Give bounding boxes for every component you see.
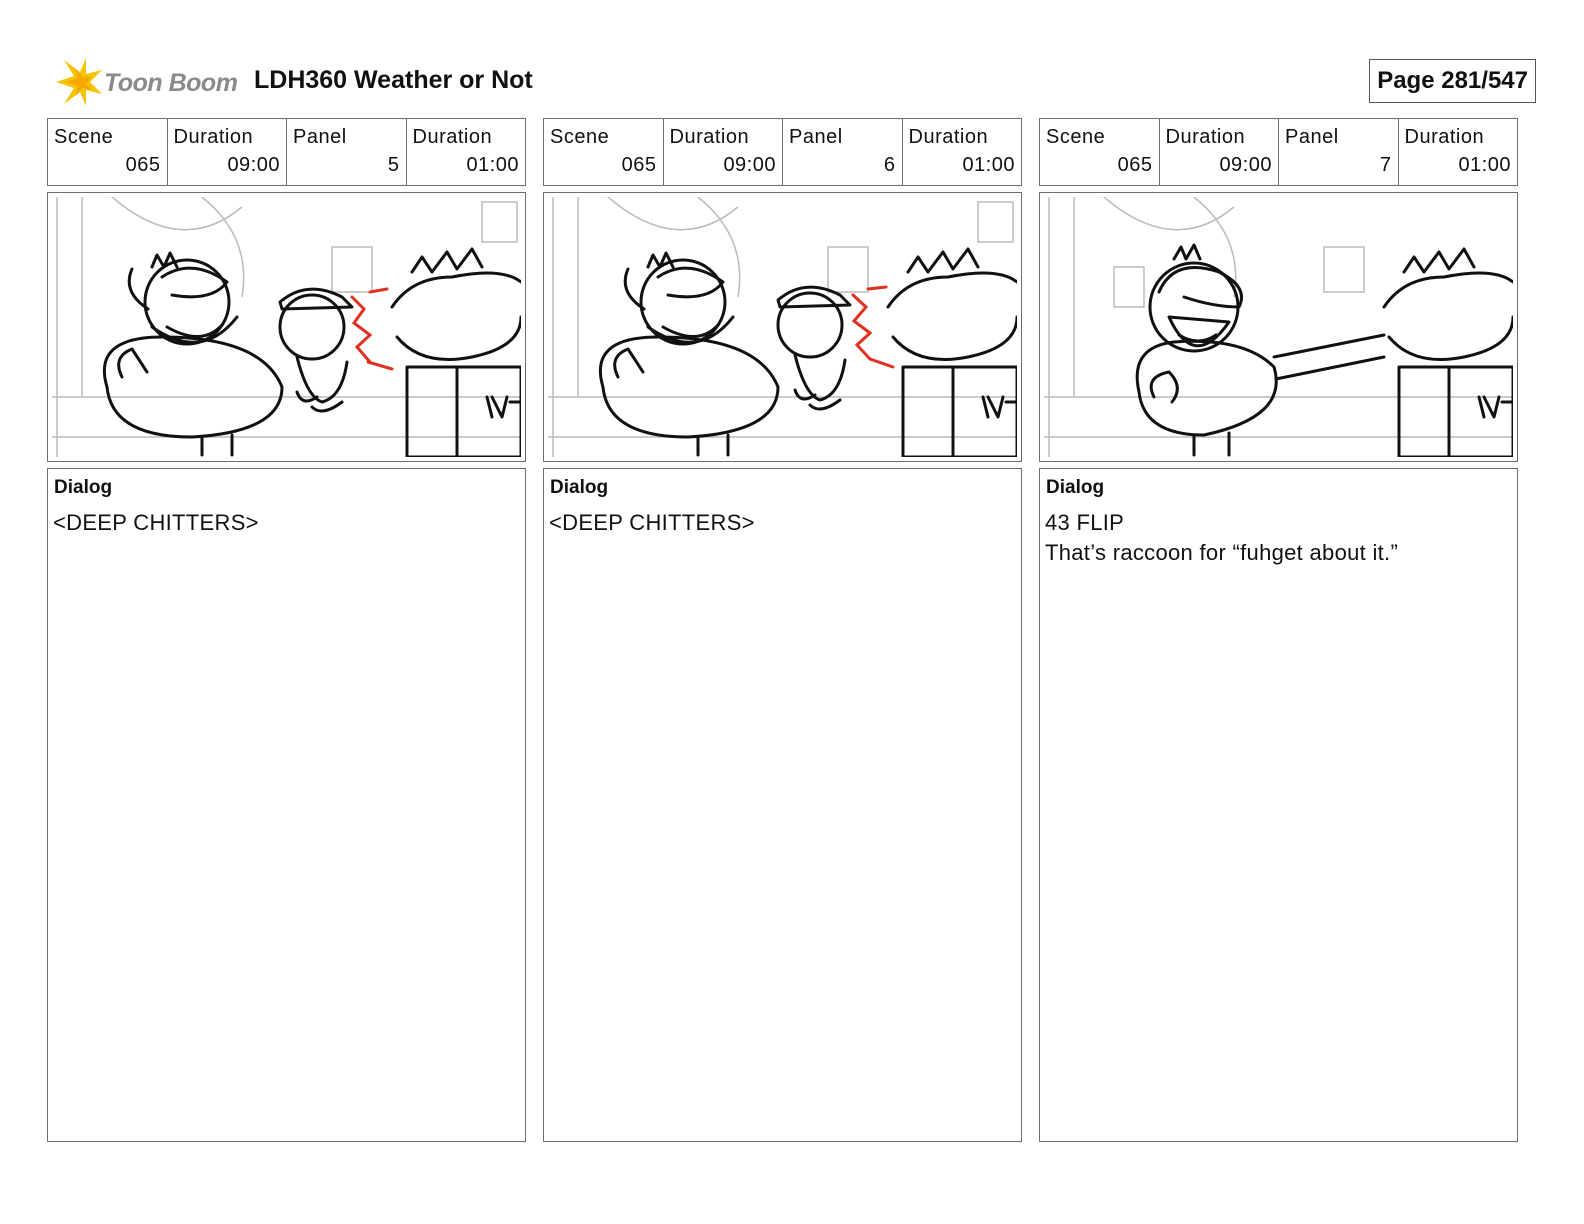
scene-label: Scene — [1046, 126, 1106, 148]
panel-cell — [782, 119, 902, 185]
panel-value: 6 — [883, 154, 896, 176]
logo-wordmark: Toon Boom — [104, 69, 238, 97]
scene-duration-cell — [167, 119, 287, 185]
storyboard-panel — [543, 118, 1022, 1142]
panel-duration-cell — [1398, 119, 1518, 185]
scene-label: Scene — [54, 126, 114, 148]
duration-label: Duration — [1404, 126, 1485, 148]
scene-cell — [1040, 119, 1159, 185]
dialog-box — [1039, 468, 1518, 1142]
scene-duration-cell — [663, 119, 783, 185]
duration-label: Duration — [1165, 126, 1246, 148]
scene-duration-value: 09:00 — [227, 154, 280, 176]
scene-duration-cell — [1159, 119, 1279, 185]
scene-cell — [544, 119, 663, 185]
dialog-line: <DEEP CHITTERS> — [53, 510, 259, 535]
starburst-icon — [52, 56, 104, 108]
project-title: LDH360 Weather or Not — [254, 66, 533, 94]
panel-duration-value: 01:00 — [962, 154, 1015, 176]
dialog-text — [1045, 508, 1398, 568]
scene-value: 065 — [1117, 154, 1153, 176]
dialog-label: Dialog — [550, 477, 609, 498]
dialog-box — [543, 468, 1022, 1142]
panel-duration-value: 01:00 — [466, 154, 519, 176]
duration-label: Duration — [412, 126, 493, 148]
panel-info-row — [543, 118, 1022, 186]
toon-boom-logo — [52, 56, 242, 108]
panel-label: Panel — [1285, 126, 1339, 148]
dialog-line: <DEEP CHITTERS> — [549, 510, 755, 535]
dialog-box — [47, 468, 526, 1142]
sketch-image — [52, 197, 521, 457]
panel-info-row — [1039, 118, 1518, 186]
page-header — [52, 52, 1536, 112]
dialog-line: That’s raccoon for “fuhget about it.” — [1045, 540, 1399, 565]
sketch-image — [548, 197, 1017, 457]
panel-duration-cell — [902, 119, 1022, 185]
panel-frame — [543, 192, 1022, 462]
scene-value: 065 — [621, 154, 657, 176]
panel-value: 7 — [1379, 154, 1392, 176]
duration-label: Duration — [669, 126, 750, 148]
storyboard-panel — [1039, 118, 1518, 1142]
scene-cell — [48, 119, 167, 185]
duration-label: Duration — [173, 126, 254, 148]
dialog-text — [549, 508, 755, 538]
dialog-label: Dialog — [54, 477, 113, 498]
dialog-text — [53, 508, 259, 538]
panel-frame — [1039, 192, 1518, 462]
scene-duration-value: 09:00 — [1219, 154, 1272, 176]
panel-frame — [47, 192, 526, 462]
page-indicator: Page 281/547 — [1369, 59, 1536, 103]
panel-value: 5 — [387, 154, 400, 176]
dialog-line: 43 FLIP — [1045, 510, 1125, 535]
panel-info-row — [47, 118, 526, 186]
panel-cell — [286, 119, 406, 185]
sketch-image — [1044, 197, 1513, 457]
scene-duration-value: 09:00 — [723, 154, 776, 176]
scene-label: Scene — [550, 126, 610, 148]
duration-label: Duration — [908, 126, 989, 148]
scene-value: 065 — [125, 154, 161, 176]
panel-duration-value: 01:00 — [1458, 154, 1511, 176]
dialog-label: Dialog — [1046, 477, 1105, 498]
panel-duration-cell — [406, 119, 526, 185]
storyboard-panel — [47, 118, 526, 1142]
panel-cell — [1278, 119, 1398, 185]
panel-label: Panel — [789, 126, 843, 148]
panel-label: Panel — [293, 126, 347, 148]
